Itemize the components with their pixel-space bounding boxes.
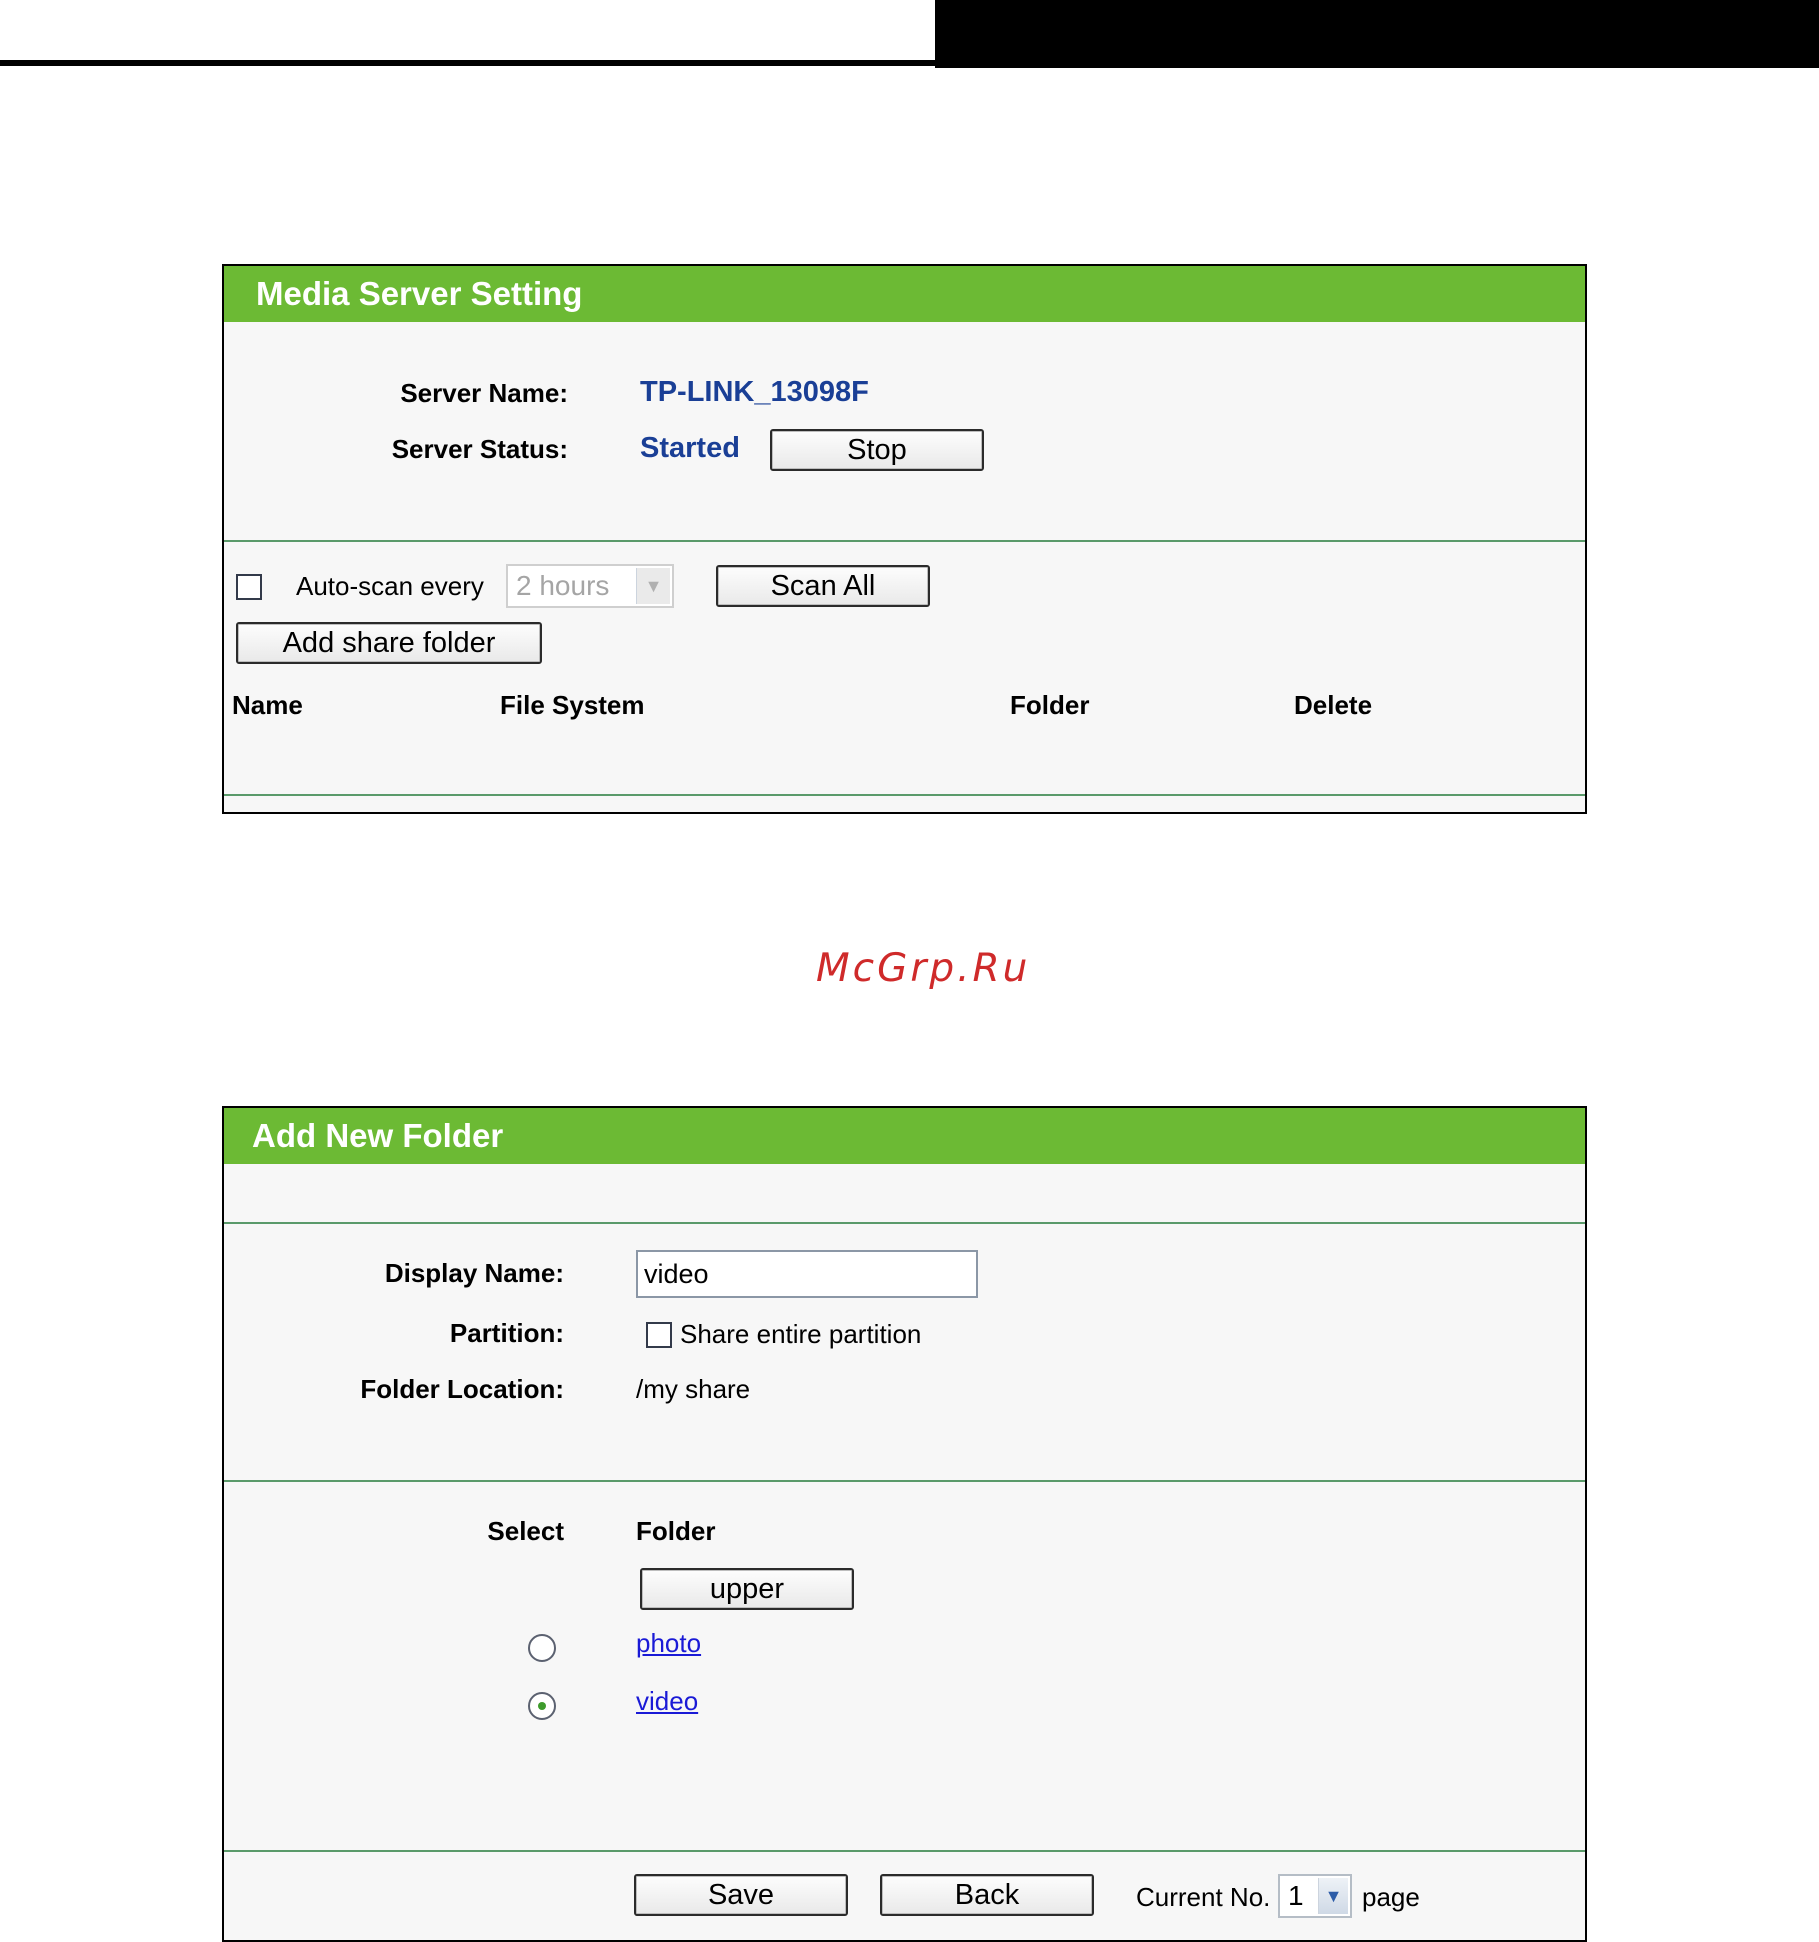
watermark: McGrp.Ru (816, 946, 1031, 991)
folder-location-label: Folder Location: (360, 1374, 564, 1404)
current-no-label: Current No. (1136, 1882, 1271, 1912)
chevron-down-icon: ▼ (636, 568, 670, 604)
scan-all-button[interactable]: Scan All (716, 565, 930, 607)
share-entire-partition-checkbox[interactable] (646, 1322, 672, 1348)
divider (224, 1480, 1585, 1482)
page-label: page (1362, 1882, 1420, 1912)
header-rule (0, 60, 940, 66)
panel-title: Add New Folder (224, 1108, 1585, 1164)
server-status-value: Started (640, 432, 740, 464)
display-name-input[interactable]: video (636, 1250, 978, 1298)
share-entire-partition-label: Share entire partition (680, 1319, 922, 1349)
display-name-label: Display Name: (384, 1258, 564, 1288)
media-server-panel (222, 264, 1587, 814)
divider (224, 1222, 1585, 1224)
current-page-value: 1 (1288, 1880, 1304, 1911)
back-button[interactable]: Back (880, 1874, 1094, 1916)
autoscan-checkbox[interactable] (236, 574, 262, 600)
header-file-system: File System (500, 690, 645, 720)
upper-button[interactable]: upper (640, 1568, 854, 1610)
autoscan-interval-value: 2 hours (516, 570, 610, 601)
radio-selected-dot (538, 1702, 546, 1710)
autoscan-interval-select[interactable] (506, 564, 674, 608)
select-header: Select (487, 1516, 564, 1546)
save-button[interactable]: Save (634, 1874, 848, 1916)
folder-link-photo[interactable]: photo (636, 1628, 702, 1658)
stop-button[interactable]: Stop (770, 429, 984, 471)
server-name-label: Server Name: (400, 378, 568, 408)
divider (224, 794, 1585, 796)
chevron-down-icon: ▼ (1318, 1878, 1348, 1914)
folder-location-value: /my share (636, 1374, 751, 1404)
folder-link-video[interactable]: video (636, 1686, 699, 1716)
divider (224, 1850, 1585, 1852)
server-status-label: Server Status: (391, 434, 568, 464)
header-name: Name (232, 690, 303, 720)
header-delete: Delete (1294, 690, 1373, 720)
autoscan-label: Auto-scan every (296, 571, 484, 601)
folder-radio-video[interactable] (528, 1692, 556, 1720)
server-name-value: TP-LINK_13098F (640, 376, 869, 408)
header-folder: Folder (1010, 690, 1090, 720)
panel-title: Media Server Setting (224, 266, 1585, 322)
add-folder-panel (222, 1106, 1587, 1942)
folder-radio-photo[interactable] (528, 1634, 556, 1662)
header-block (935, 0, 1819, 68)
partition-label: Partition: (449, 1318, 564, 1348)
divider (224, 540, 1585, 542)
folder-header: Folder (636, 1516, 716, 1546)
current-page-select[interactable] (1278, 1874, 1352, 1918)
add-share-folder-button[interactable]: Add share folder (236, 622, 542, 664)
